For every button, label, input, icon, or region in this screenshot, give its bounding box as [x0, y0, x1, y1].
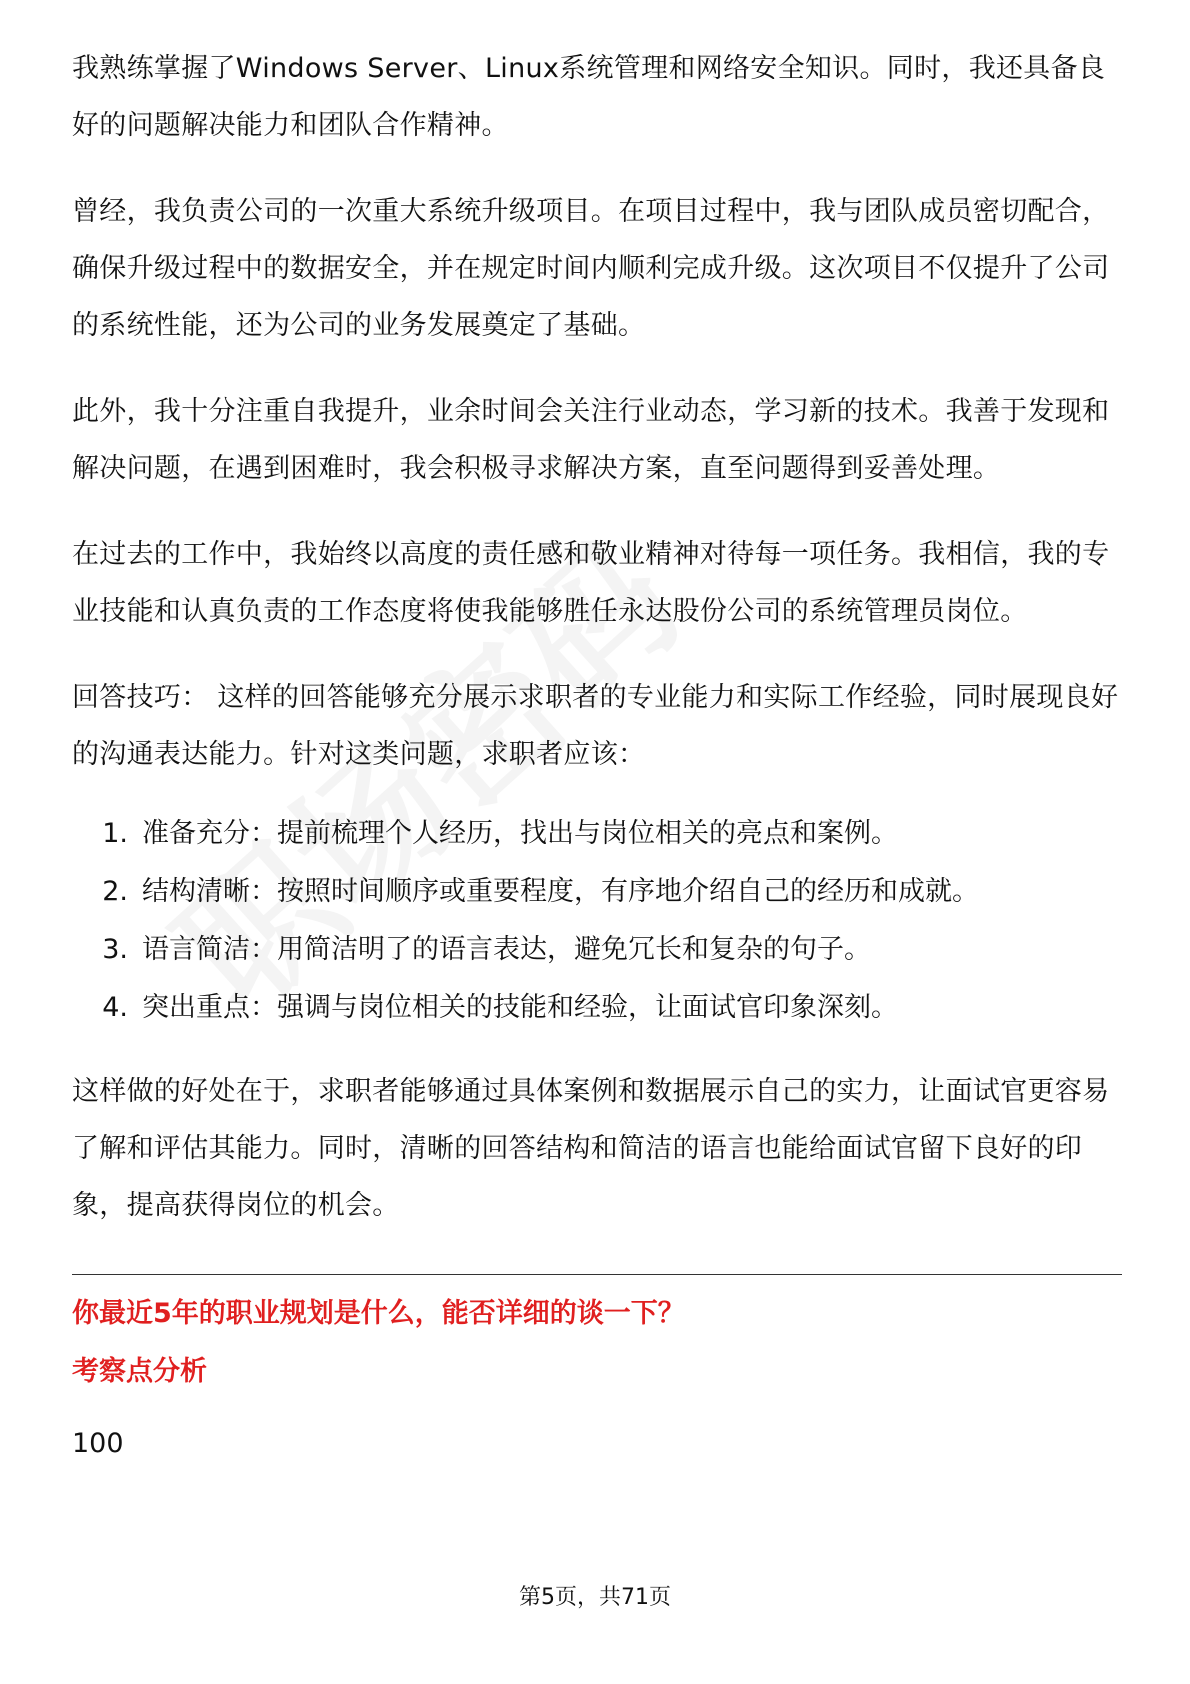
list-item	[72, 921, 1122, 979]
paragraph-skills: 我熟练掌握了Windows Server、Linux系统管理和网络安全知识。同时，我还具备良好的问题解决能力和团队合作精神。	[72, 53, 1106, 141]
paragraph-project: 曾经，我负责公司的一次重大系统升级项目。在项目过程中，我与团队成员密切配合，确保升级过程中的数据安全，并在规定时间内顺利完成升级。这次项目不仅提升了公司的系统性能，还为公司的业务发展奠定了基础。	[72, 196, 1110, 341]
list-item-text: 结构清晰：按照时间顺序或重要程度，有序地介绍自己的经历和成就。	[142, 876, 979, 907]
list-item	[72, 979, 1122, 1037]
list-item-number: 2.	[102, 876, 128, 907]
paragraph-answer-tips: 回答技巧： 这样的回答能够充分展示求职者的专业能力和实际工作经验，同时展现良好的沟通表达能力。针对这类问题，求职者应该：	[72, 682, 1119, 770]
paragraph-self-improvement: 此外，我十分注重自我提升，业余时间会关注行业动态，学习新的技术。我善于发现和解决问题，在遇到困难时，我会积极寻求解决方案，直至问题得到妥善处理。	[72, 396, 1110, 484]
list-item-number: 3.	[102, 934, 128, 965]
list-item	[72, 805, 1122, 863]
tips-list	[72, 805, 1122, 1037]
question-subtitle: 考察点分析	[72, 1356, 207, 1387]
document-page	[72, 40, 1122, 1473]
paragraph-benefits: 这样做的好处在于，求职者能够通过具体案例和数据展示自己的实力，让面试官更容易了解和评估其能力。同时，清晰的回答结构和简洁的语言也能给面试官留下良好的印象，提高获得岗位的机会。	[72, 1076, 1110, 1221]
list-item	[72, 863, 1122, 921]
page-footer: 第5页，共71页	[519, 1585, 671, 1610]
list-item-text: 突出重点：强调与岗位相关的技能和经验，让面试官印象深刻。	[142, 992, 898, 1023]
paragraph-responsibility: 在过去的工作中，我始终以高度的责任感和敬业精神对待每一项任务。我相信，我的专业技能和认真负责的工作态度将使我能够胜任永达股份公司的系统管理员岗位。	[72, 539, 1110, 627]
list-item-number: 1.	[102, 818, 128, 849]
question-title: 你最近5年的职业规划是什么，能否详细的谈一下？	[72, 1298, 685, 1329]
list-item-text: 语言简洁：用简洁明了的语言表达，避免冗长和复杂的句子。	[142, 934, 871, 965]
list-item-text: 准备充分：提前梳理个人经历，找出与岗位相关的亮点和案例。	[142, 818, 898, 849]
question-number: 100	[72, 1428, 124, 1459]
list-item-number: 4.	[102, 992, 128, 1023]
